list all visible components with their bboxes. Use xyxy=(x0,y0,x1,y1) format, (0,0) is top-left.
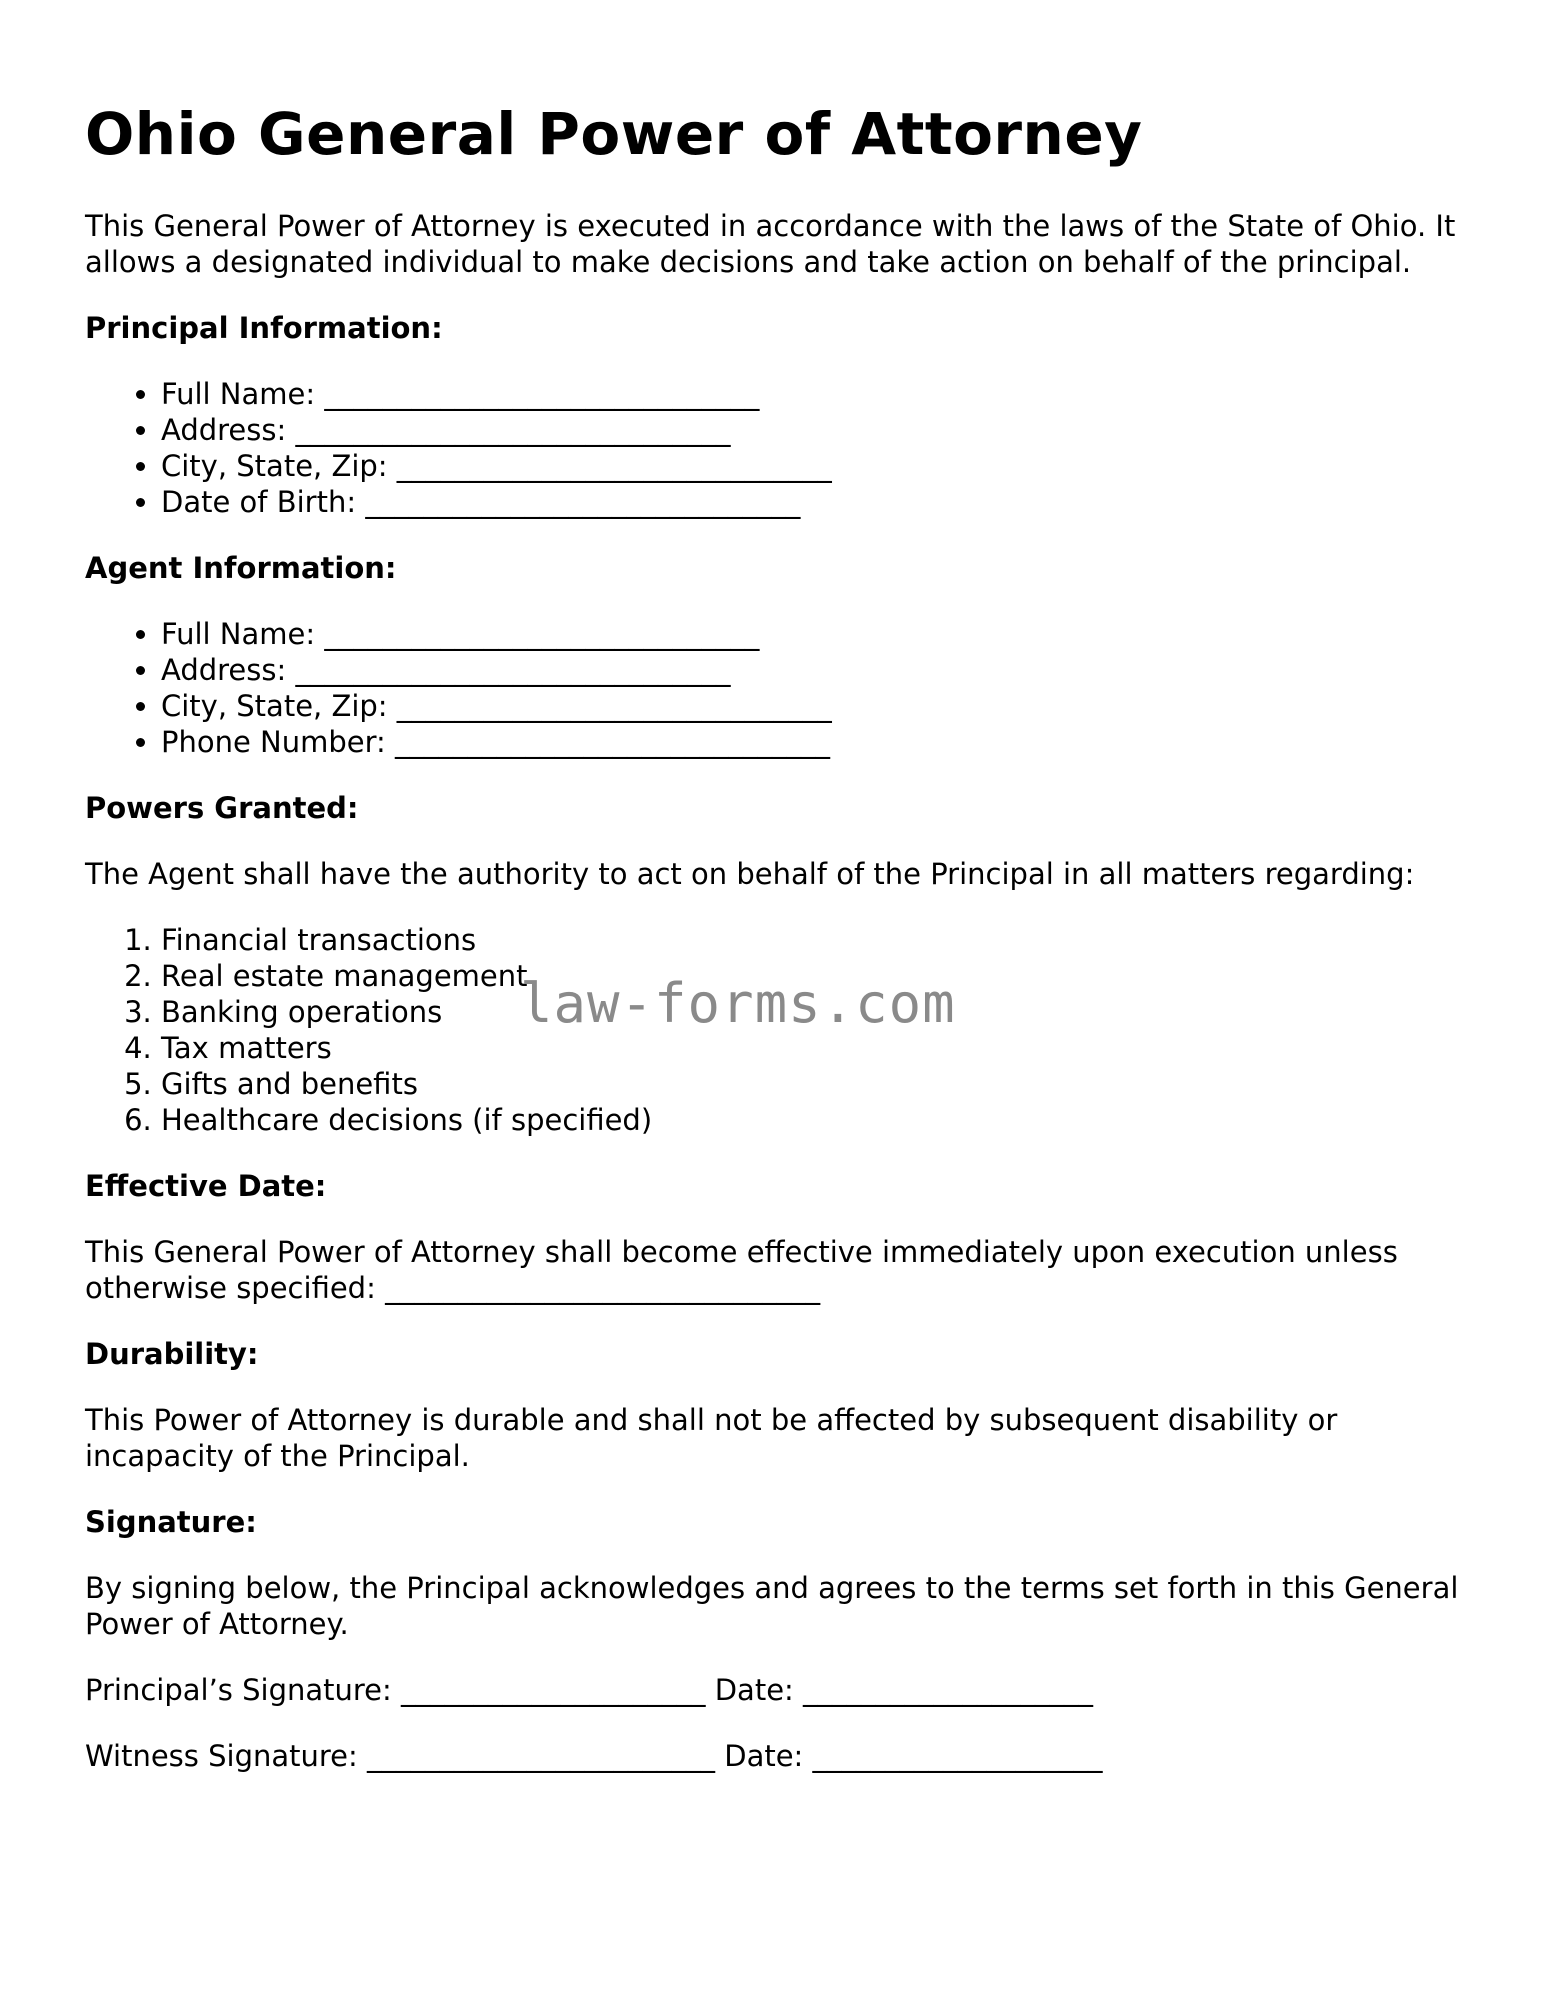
document-title: Ohio General Power of Attorney xyxy=(85,100,1143,168)
watermark: law-forms.com xyxy=(520,972,956,1035)
effective-date-heading: Effective Date: xyxy=(85,1168,327,1203)
powers-heading: Powers Granted: xyxy=(85,790,359,825)
signature-text: By signing below, the Principal acknowledges and agrees to the terms set forth in this General Power of Attorney. xyxy=(85,1570,1459,1641)
agent-city-state-zip-field: • City, State, Zip: ______________________________ xyxy=(161,688,1485,724)
principal-signature-line: Principal’s Signature: _____________________ Date: ____________________ xyxy=(85,1672,1094,1707)
agent-fields-list xyxy=(85,616,1485,760)
power-item: 6. Healthcare decisions (if specified) xyxy=(161,1102,1485,1138)
power-item: 2. Real estate management xyxy=(161,958,1485,994)
effective-date-text: This General Power of Attorney shall become effective immediately upon execution unless otherwise specified: ______________________________ xyxy=(85,1234,1398,1305)
witness-signature-line: Witness Signature: ________________________ Date: ____________________ xyxy=(85,1738,1103,1773)
agent-full-name-field: • Full Name: ______________________________ xyxy=(161,616,1485,652)
principal-address-field: • Address: ______________________________ xyxy=(161,412,1485,448)
principal-date-of-birth-field: • Date of Birth: ______________________________ xyxy=(161,484,1485,520)
principal-full-name-field: • Full Name: ______________________________ xyxy=(161,376,1485,412)
power-item: 3. Banking operations xyxy=(161,994,1485,1030)
principal-heading: Principal Information: xyxy=(85,310,443,345)
power-item: 1. Financial transactions xyxy=(161,922,1485,958)
power-item: 5. Gifts and benefits xyxy=(161,1066,1485,1102)
signature-heading: Signature: xyxy=(85,1504,257,1539)
durability-text: This Power of Attorney is durable and shall not be affected by subsequent disability or incapacity of the Principal. xyxy=(85,1402,1338,1473)
agent-heading: Agent Information: xyxy=(85,550,397,585)
principal-fields-list xyxy=(85,376,1485,520)
agent-address-field: • Address: ______________________________ xyxy=(161,652,1485,688)
power-item: 4. Tax matters xyxy=(161,1030,1485,1066)
document-page xyxy=(85,100,1485,1804)
agent-phone-number-field: • Phone Number: ______________________________ xyxy=(161,724,1485,760)
principal-city-state-zip-field: • City, State, Zip: ______________________________ xyxy=(161,448,1485,484)
durability-heading: Durability: xyxy=(85,1336,259,1371)
powers-intro: The Agent shall have the authority to act on behalf of the Principal in all matters regarding: xyxy=(85,856,1415,891)
intro-paragraph: This General Power of Attorney is executed in accordance with the laws of the State of Ohio. It allows a designated individual to make decisions and take action on behalf of the principal. xyxy=(85,208,1456,279)
